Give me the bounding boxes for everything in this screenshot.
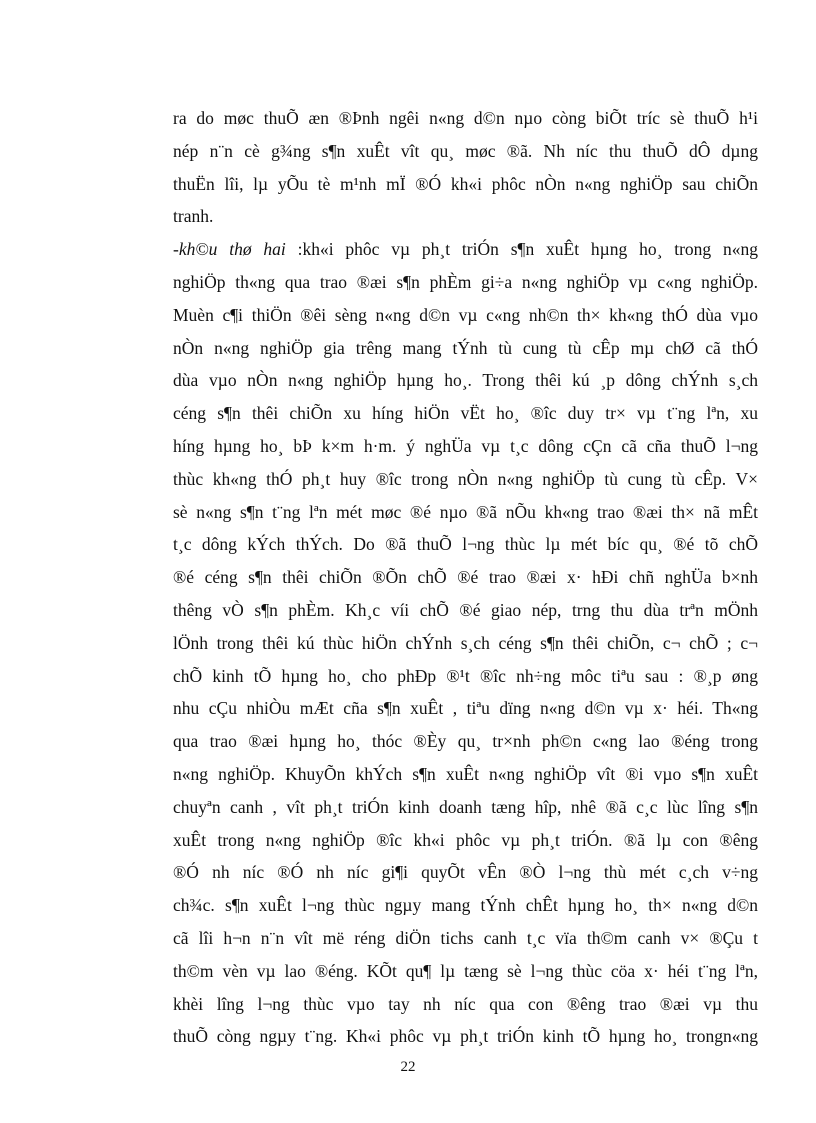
text-line: céng s¶n thêi chiÕn xu híng hiÖn vËt ho¸ ®îc duy tr× vµ t¨ng lªn, xu <box>173 403 758 424</box>
text-line: xuÊt trong n«ng nghiÖp ®îc kh«i phôc vµ ph¸t triÓn. ®ã lµ con ®êng <box>173 829 758 850</box>
section-text: :kh«i phôc vµ ph¸t triÓn s¶n xuÊt hµng ho¸ trong n«ng <box>285 239 758 260</box>
text-line: ch¾c. s¶n xuÊt l¬ng thùc ngµy mang tÝnh chÊt hµng ho¸ th× n«ng d©n <box>173 895 758 916</box>
text-line: n«ng nghiÖp. KhuyÕn khÝch s¶n xuÊt n«ng nghiÖp vît ®i vµo s¶n xuÊt <box>173 763 758 784</box>
text-line: ®é céng s¶n thêi chiÕn ®Õn chÕ ®é trao ®æi x· hÐi chñ nghÜa b×nh <box>173 567 758 588</box>
text-line: nhu cÇu nhiÒu mÆt cña s¶n xuÊt , tiªu dïng n«ng d©n vµ x· héi. Th«ng <box>173 698 758 719</box>
text-line: cã lîi h¬n n¨n vît më réng diÖn tichs canh t¸c vïa th©m canh v× ®Çu t <box>173 927 758 948</box>
section-label: kh©u thø hai <box>178 239 286 260</box>
text-line: sè n«ng s¶n t¨ng lªn mét møc ®é nµo ®ã nÕu kh«ng trao ®æi th× nã mÊt <box>173 501 758 522</box>
text-line: th©m vèn vµ lao ®éng. KÕt qu¶ lµ tæng sè l¬ng thùc cöa x· héi t¨ng lªn, <box>173 960 758 981</box>
text-line: ra do møc thuÕ æn ®Þnh ngêi n«ng d©n nµo còng biÕt tríc sè thuÕ h¹i <box>173 108 758 128</box>
text-line: híng hµng ho¸ bÞ k×m h·m. ý nghÜa vµ t¸c dông cÇn cã cña thuÕ l¬ng <box>173 435 758 456</box>
text-line: chuyªn canh , vît ph¸t triÓn kinh doanh tæng hîp, nhê ®ã c¸c lùc lîng s¶n <box>173 796 758 817</box>
text-line: Muèn c¶i thiÖn ®êi sèng n«ng d©n vµ c«ng nh©n th× kh«ng thÓ dùa vµo <box>173 304 758 325</box>
section-prefix: - <box>173 239 179 260</box>
body-text <box>173 102 758 1053</box>
text-line: thùc kh«ng thÓ ph¸t huy ®îc trong nÒn n«ng nghiÖp tù cung tù cÊp. V× <box>173 468 758 489</box>
text-line: ®Ó nh níc ®Ó nh níc gi¶i quyÕt vÊn ®Ò l¬ng thù mét c¸ch v÷ng <box>173 862 758 883</box>
text-line: qua trao ®æi hµng ho¸ thóc ®Èy qu¸ tr×nh ph©n c«ng lao ®éng trong <box>173 731 758 752</box>
text-line: khèi lîng l¬ng thùc vµo tay nh níc qua con ®êng trao ®æi vµ thu <box>173 993 758 1014</box>
text-line: thuÕ còng ngµy t¨ng. Kh«i phôc vµ ph¸t triÓn kinh tÕ hµng ho¸ trongn«ng <box>173 1026 758 1047</box>
text-line: t¸c dông kÝch thÝch. Do ®ã thuÕ l¬ng thùc lµ mét bíc qu¸ ®é tõ chÕ <box>173 534 758 555</box>
text-line: chÕ kinh tÕ hµng ho¸ cho phÐp ®¹t ®îc nh÷ng môc tiªu sau : ®¸p øng <box>173 665 758 686</box>
section-heading-line <box>173 233 758 266</box>
text-line: nép n¨n cè g¾ng s¶n xuÊt vît qu¸ møc ®ã. Nh níc thu thuÕ dÔ dµng <box>173 140 758 161</box>
text-line: nghiÖp th«ng qua trao ®æi s¶n phÈm gi÷a n«ng nghiÖp vµ c«ng nghiÖp. <box>173 271 758 292</box>
text-line: thuËn lîi, lµ yÕu tè m¹nh mÏ ®Ó kh«i phôc nÒn n«ng nghiÖp sau chiÕn <box>173 173 758 194</box>
page-number: 22 <box>400 1059 416 1075</box>
text-line: thêng vÒ s¶n phÈm. Kh¸c víi chÕ ®é giao nép, trng thu dùa trªn mÖnh <box>173 599 758 620</box>
text-line: tranh. <box>173 206 214 227</box>
text-line: nÒn n«ng nghiÖp gia trêng mang tÝnh tù cung tù cÊp mµ chØ cã thÓ <box>173 337 758 358</box>
text-line: lÖnh trong thêi kú thùc hiÖn chÝnh s¸ch céng s¶n thêi chiÕn, c¬ chÕ ; c¬ <box>173 632 758 653</box>
text-line: dùa vµo nÒn n«ng nghiÖp hµng ho¸. Trong thêi kú ¸p dông chÝnh s¸ch <box>173 370 758 391</box>
